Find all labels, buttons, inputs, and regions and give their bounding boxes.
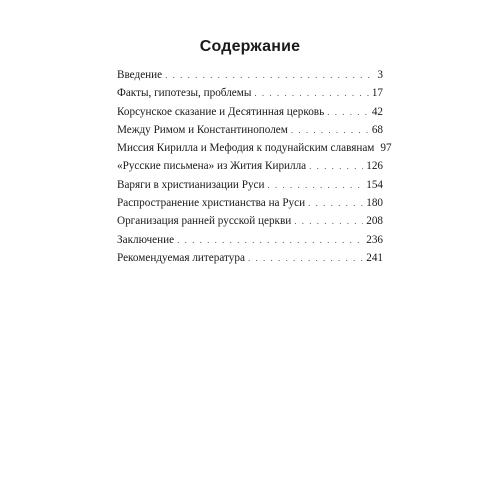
toc-entry-label: Миссия Кирилла и Мефодия к подунайским славянам (117, 142, 375, 155)
toc-entry-page: 97 (380, 142, 392, 155)
toc-dot-leader (294, 212, 363, 230)
toc-entry-label: Распространение христианства на Руси (117, 197, 306, 210)
toc-dot-leader (248, 249, 363, 267)
toc-entry (117, 103, 383, 121)
toc-entry-label: Организация ранней русской церкви (117, 215, 292, 228)
toc-entry (117, 212, 383, 230)
toc-entry (117, 66, 383, 84)
toc-entry-page: 208 (366, 215, 383, 228)
toc-entry-label: «Русские письмена» из Жития Кирилла (117, 160, 307, 173)
toc-entry (117, 84, 383, 102)
toc-entry (117, 231, 383, 249)
toc-dot-leader (177, 231, 363, 249)
toc-entry-page: 241 (366, 251, 383, 264)
toc-dot-leader (268, 176, 364, 194)
toc-entry-label: Рекомендуемая литература (117, 251, 245, 264)
toc-dot-leader (309, 157, 363, 175)
toc-title: Содержание (199, 38, 301, 55)
toc-list (117, 66, 392, 267)
toc-dot-leader (308, 194, 363, 212)
toc-dot-leader (291, 121, 369, 139)
toc-entry (117, 157, 383, 175)
toc-entry-label: Варяги в христианизации Руси (117, 178, 265, 191)
toc-entry-label: Факты, гипотезы, проблемы (117, 87, 252, 100)
toc-entry (117, 194, 383, 212)
toc-entry-page: 3 (377, 69, 383, 81)
toc-entry (117, 121, 383, 139)
toc-entry (117, 249, 383, 267)
toc-entry-label: Корсунское сказание и Десятинная церковь (117, 105, 325, 118)
toc-entry (117, 139, 392, 157)
toc-entry (117, 176, 383, 194)
toc-entry-page: 126 (366, 160, 383, 173)
toc-entry-page: 42 (371, 105, 383, 118)
toc-entry-label: Заключение (117, 233, 175, 246)
toc-entry-page: 68 (371, 123, 383, 136)
toc-dot-leader (254, 84, 368, 102)
toc-entry-label: Между Римом и Константинополем (117, 123, 288, 136)
toc-entry-page: 154 (366, 178, 383, 191)
toc-entry-page: 17 (371, 87, 383, 100)
toc-entry-page: 236 (366, 233, 383, 246)
toc-entry-label: Введение (117, 69, 163, 81)
toc-entry-page: 180 (366, 197, 383, 210)
toc-dot-leader (327, 103, 369, 121)
toc-dot-leader (165, 66, 374, 84)
